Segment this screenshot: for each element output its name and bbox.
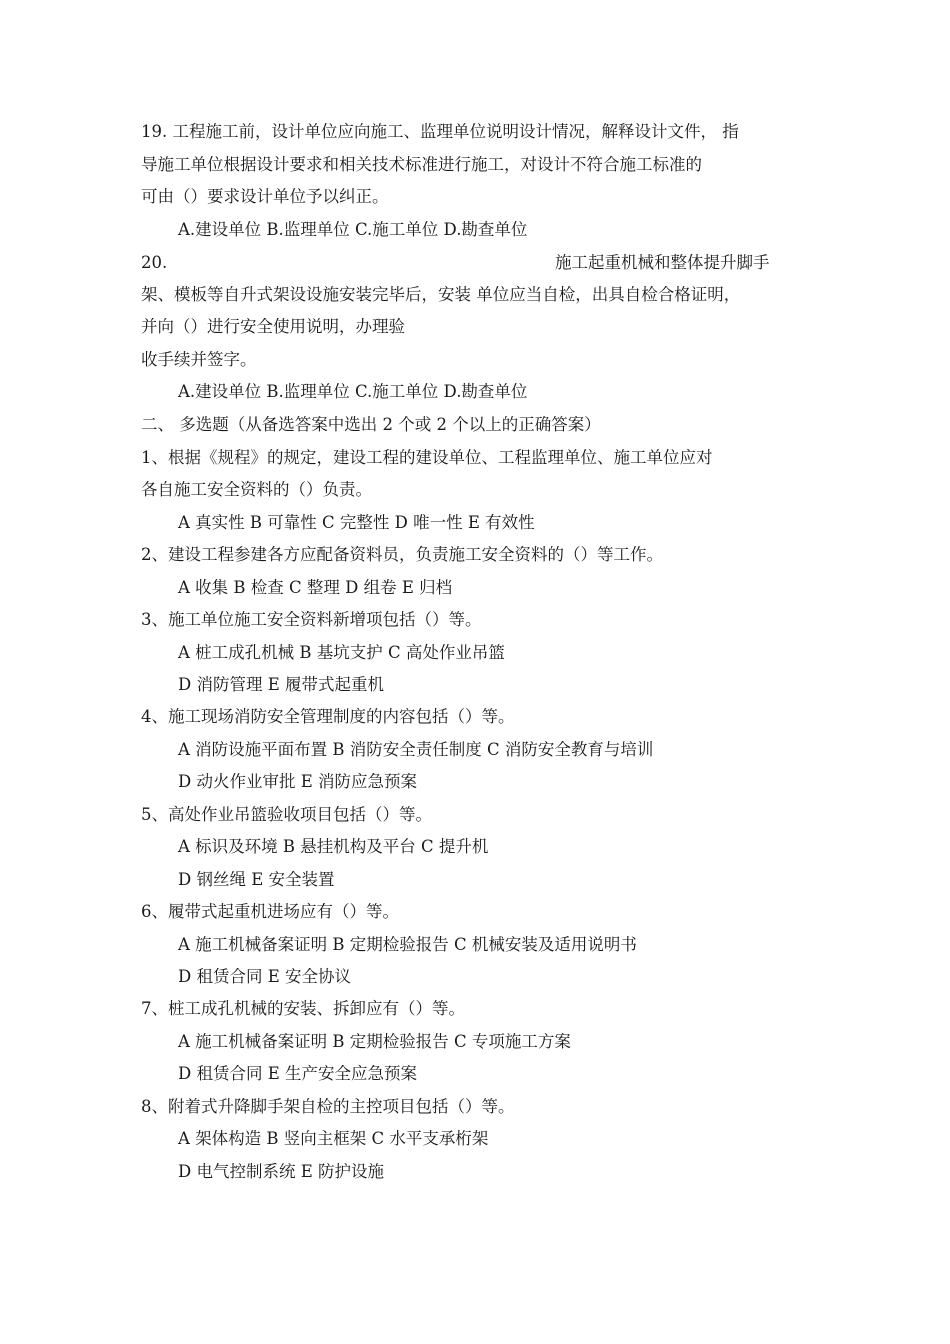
- q19-options: A.建设单位 B.监理单位 C.施工单位 D.勘查单位: [178, 220, 528, 239]
- m8-line-1: 8、附着式升降脚手架自检的主控项目包括（）等。: [141, 1097, 515, 1116]
- m5-line-1: 5、高处作业吊篮验收项目包括（）等。: [141, 805, 432, 824]
- q20-line-3: 并向（）进行安全使用说明，办理验: [141, 317, 405, 336]
- q20-options: A.建设单位 B.监理单位 C.施工单位 D.勘查单位: [178, 382, 528, 401]
- m8-options-1: A 架体构造 B 竖向主框架 C 水平支承桁架: [178, 1129, 489, 1148]
- m2-line-1: 2、建设工程参建各方应配备资料员，负责施工安全资料的（）等工作。: [141, 545, 663, 564]
- m3-options-2: D 消防管理 E 履带式起重机: [178, 675, 385, 694]
- m5-options-1: A 标识及环境 B 悬挂机构及平台 C 提升机: [178, 837, 489, 856]
- q20-line-4: 收手续并签字。: [141, 350, 257, 369]
- m1-options: A 真实性 B 可靠性 C 完整性 D 唯一性 E 有效性: [178, 513, 535, 532]
- q19-line-2: 导施工单位根据设计要求和相关技术标准进行施工，对设计不符合施工标准的: [141, 155, 702, 174]
- m5-options-2: D 钢丝绳 E 安全装置: [178, 870, 335, 889]
- m3-line-1: 3、施工单位施工安全资料新增项包括（）等。: [141, 610, 482, 629]
- q20-line-2: 架、模板等自升式架设设施安装完毕后，安装 单位应当自检，出具自检合格证明，: [141, 285, 741, 304]
- m8-options-2: D 电气控制系统 E 防护设施: [178, 1162, 385, 1181]
- m4-options-1: A 消防设施平面布置 B 消防安全责任制度 C 消防安全教育与培训: [178, 740, 654, 759]
- m4-options-2: D 动火作业审批 E 消防应急预案: [178, 772, 418, 791]
- m6-options-2: D 租赁合同 E 安全协议: [178, 967, 352, 986]
- q19-line-3: 可由（）要求设计单位予以纠正。: [141, 187, 389, 206]
- m6-line-1: 6、履带式起重机进场应有（）等。: [141, 902, 399, 921]
- m6-options-1: A 施工机械备案证明 B 定期检验报告 C 机械安装及适用说明书: [178, 935, 637, 954]
- m1-line-2: 各自施工安全资料的（）负责。: [141, 480, 372, 499]
- m2-options: A 收集 B 检查 C 整理 D 组卷 E 归档: [178, 578, 453, 597]
- q19-line-1: 19. 工程施工前，设计单位应向施工、监理单位说明设计情况，解释设计文件， 指: [141, 122, 739, 141]
- q20-line-1: 施工起重机械和整体提升脚手: [555, 253, 770, 272]
- m4-line-1: 4、施工现场消防安全管理制度的内容包括（）等。: [141, 707, 515, 726]
- m7-options-2: D 租赁合同 E 生产安全应急预案: [178, 1064, 418, 1083]
- m3-options-1: A 桩工成孔机械 B 基坑支护 C 高处作业吊篮: [178, 643, 505, 662]
- section-heading: 二、 多选题（从备选答案中选出 2 个或 2 个以上的正确答案）: [141, 415, 601, 434]
- m7-options-1: A 施工机械备案证明 B 定期检验报告 C 专项施工方案: [178, 1032, 571, 1051]
- m1-line-1: 1、根据《规程》的规定，建设工程的建设单位、工程监理单位、施工单位应对: [141, 448, 713, 467]
- m7-line-1: 7、桩工成孔机械的安装、拆卸应有（）等。: [141, 999, 465, 1018]
- q20-number: 20.: [141, 253, 168, 272]
